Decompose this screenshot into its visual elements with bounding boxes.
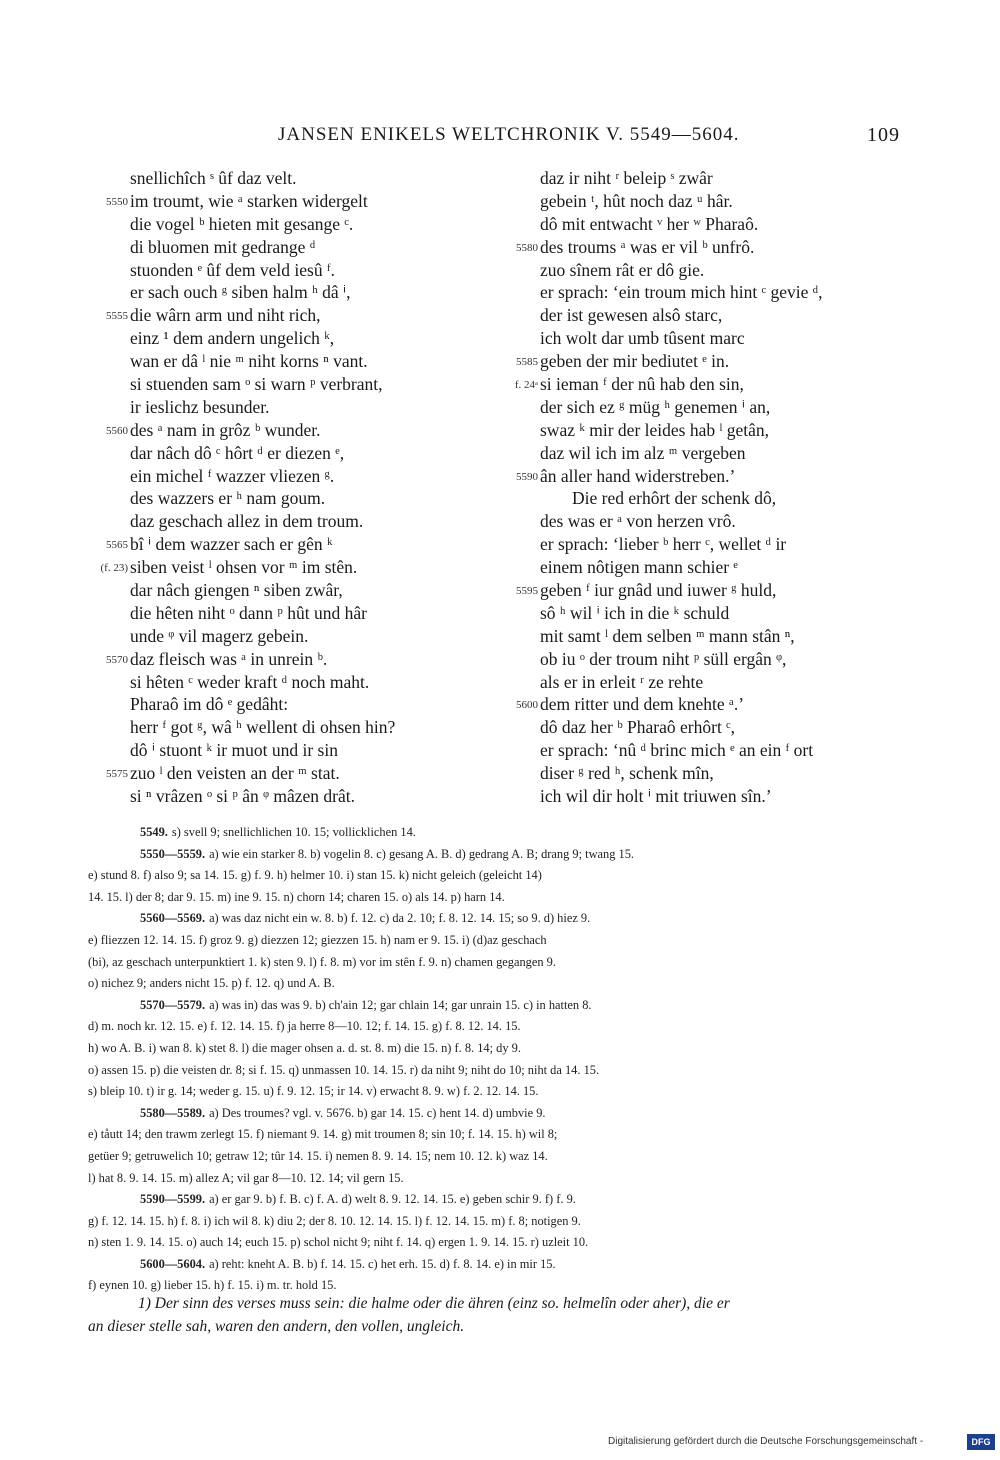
verse-number: 5585	[516, 356, 538, 369]
digitization-credit: Digitalisierung gefördert durch die Deutsche Forschungsgemeinschaft -	[608, 1436, 924, 1447]
apparatus-text: h) wo A. B. i) wan 8. k) stet 8. l) die mager ohsen a. d. st. 8. m) die 15. n) f. 8. 14; dy 9.	[88, 1040, 521, 1055]
verse-line	[500, 579, 940, 602]
verse-text: einem nôtigen mann schier ᵉ	[540, 557, 738, 578]
verse-line	[90, 304, 500, 327]
verse-text: des was er ᵃ von herzen vrô.	[540, 511, 736, 532]
apparatus-text: a) was in) das was 9. b) ch'ain 12; gar chlain 14; gar unrain 15. c) in hatten 8.	[209, 997, 592, 1012]
verse-number: f. 24ᵃ	[514, 379, 538, 392]
verse-column-right	[500, 167, 940, 808]
footnote	[88, 1292, 898, 1338]
verse-text: si stuenden sam ᵒ si warn ᵖ verbrant,	[130, 374, 383, 395]
apparatus-text: a) reht: kneht A. B. b) f. 14. 15. c) het erh. 15. d) f. 8. 14. e) in mir 15.	[209, 1256, 556, 1271]
verse-text: daz fleisch was ᵃ in unrein ᵇ.	[130, 648, 328, 669]
verse-number: 5600	[516, 699, 538, 712]
verse-text: die vogel ᵇ hieten mit gesange ᶜ.	[130, 213, 354, 234]
verse-text: ân aller hand widerstreben.’	[540, 465, 736, 486]
verse-text: diser ᵍ red ʰ, schenk mîn,	[540, 763, 714, 784]
apparatus-line	[88, 952, 898, 974]
apparatus-text: l) hat 8. 9. 14. 15. m) allez A; vil gar 8—10. 12. 14; vil gern 15.	[88, 1170, 404, 1185]
verse-text: herr ᶠ got ᵍ, wâ ʰ wellent di ohsen hin?	[130, 717, 396, 738]
verse-text: dô mit entwacht ᵛ her ʷ Pharaô.	[540, 213, 759, 234]
verse-line	[90, 465, 500, 488]
verse-line	[90, 281, 500, 304]
apparatus-line	[88, 887, 898, 909]
verse-text: daz ir niht ʳ beleip ˢ zwâr	[540, 168, 713, 188]
verse-line	[90, 739, 500, 762]
verse-line	[90, 259, 500, 282]
verse-line	[500, 350, 940, 373]
verse-text: dar nâch giengen ⁿ siben zwâr,	[130, 580, 343, 601]
apparatus-line	[88, 1168, 898, 1190]
verse-text: si ⁿ vrâzen ᵒ si ᵖ ân ᵠ mâzen drât.	[130, 786, 355, 807]
verse-text: des wazzers er ʰ nam goum.	[130, 488, 326, 509]
verse-text: siben veist ˡ ohsen vor ᵐ im stên.	[130, 557, 358, 578]
footnote-line: an dieser stelle sah, waren den andern, den vollen, ungleich.	[88, 1318, 465, 1335]
verse-text: zuo ˡ den veisten an der ᵐ stat.	[130, 763, 340, 784]
apparatus-text: f) eynen 10. g) lieber 15. h) f. 15. i) m. tr. hold 15.	[88, 1278, 337, 1293]
verse-line	[500, 304, 940, 327]
verse-text: Die red erhôrt der schenk dô,	[572, 488, 777, 509]
verse-text: unde ᵠ vil magerz gebein.	[130, 625, 309, 646]
verse-line	[500, 213, 940, 236]
verse-line	[90, 373, 500, 396]
verse-line	[500, 190, 940, 213]
verse-text: zuo sînem rât er dô gie.	[540, 259, 705, 280]
verse-line	[90, 602, 500, 625]
verse-number: 5570	[106, 653, 128, 666]
verse-line	[90, 556, 500, 579]
apparatus-verse-range: 5549.	[140, 825, 168, 839]
apparatus-text: s) bleip 10. t) ir g. 14; weder g. 15. u) f. 9. 12. 15; ir 14. v) erwacht 8. 9. w) f. 2. 12. 14. 15.	[88, 1084, 539, 1099]
apparatus-verse-range: 5550—5559.	[140, 846, 206, 861]
apparatus-text: a) Des troumes? vgl. v. 5676. b) gar 14. 15. c) hent 14. d) umbvie 9.	[209, 1105, 546, 1120]
verse-line	[500, 671, 940, 694]
verse-line	[500, 396, 940, 419]
apparatus-verse-range: 5570—5579.	[140, 997, 206, 1012]
verse-text: di bluomen mit gedrange ᵈ	[130, 236, 316, 257]
verse-number: 5555	[106, 310, 128, 323]
verse-text: si ieman ᶠ der nû hab den sin,	[540, 374, 744, 395]
apparatus-text: e) fliezzen 12. 14. 15. f) groz 9. g) diezzen 12; giezzen 15. h) nam er 9. 15. i) (d)az geschach	[88, 932, 547, 947]
apparatus-line	[88, 908, 898, 930]
verse-line	[500, 533, 940, 556]
apparatus-line	[88, 822, 898, 844]
apparatus-text: a) was daz nicht ein w. 8. b) f. 12. c) da 2. 10; f. 8. 12. 14. 15; so 9. d) hiez 9.	[209, 911, 591, 926]
apparatus-line	[88, 973, 898, 995]
verse-line	[500, 785, 940, 808]
verse-line	[500, 259, 940, 282]
verse-line	[500, 716, 940, 739]
apparatus-text: o) assen 15. p) die veisten dr. 8; si f. 15. q) unmassen 10. 14. 15. r) da niht 9; niht do 10; niht da 14. 15.	[88, 1062, 600, 1077]
verse-number: 5595	[516, 585, 538, 598]
verse-line	[500, 465, 940, 488]
verse-line	[90, 625, 500, 648]
apparatus-verse-range: 5580—5589.	[140, 1105, 206, 1120]
verse-line	[90, 716, 500, 739]
verse-line	[500, 419, 940, 442]
apparatus-line	[88, 865, 898, 887]
apparatus-text: d) m. noch kr. 12. 15. e) f. 12. 14. 15. f) ja herre 8—10. 12; f. 14. 15. g) f. 8. 12. 14. 15.	[88, 1019, 521, 1034]
verse-text: er sprach: ‘ein troum mich hint ᶜ gevie ᵈ,	[540, 282, 823, 303]
verse-text: daz wil ich im alz ᵐ vergeben	[540, 442, 746, 463]
verse-line	[90, 533, 500, 556]
verse-line	[500, 648, 940, 671]
apparatus-text: n) sten 1. 9. 14. 15. o) auch 14; euch 15. p) schol nicht 9; niht f. 14. q) ergen 1. 9. 14. 15. r) uzleit 10.	[88, 1235, 589, 1250]
verse-line	[500, 236, 940, 259]
apparatus-line	[88, 1146, 898, 1168]
apparatus-text: o) nichez 9; anders nicht 15. p) f. 12. q) und A. B.	[88, 976, 335, 991]
apparatus-verse-range: 5590—5599.	[140, 1192, 206, 1207]
verse-text: dem ritter und dem knehte ᵃ.’	[540, 694, 745, 715]
verse-text: snellichîch ˢ ûf daz velt.	[130, 168, 297, 188]
verse-text: sô ʰ wil ⁱ ich in die ᵏ schuld	[540, 602, 730, 623]
apparatus-line	[88, 1060, 898, 1082]
verse-text: Pharaô im dô ᵉ gedâht:	[130, 694, 289, 715]
verse-text: ein michel ᶠ wazzer vliezen ᵍ.	[130, 465, 335, 486]
verse-line	[500, 442, 940, 465]
verse-line	[500, 373, 940, 396]
apparatus-text: e) tåutt 14; den trawm zerlegt 15. f) niemant 9. 14. g) mit troumen 8; sin 10; f. 14. 15. h) wil 8;	[88, 1127, 558, 1142]
apparatus-line	[88, 1103, 898, 1125]
verse-line	[90, 327, 500, 350]
apparatus-line	[88, 1081, 898, 1103]
verse-line	[90, 213, 500, 236]
verse-line	[90, 442, 500, 465]
verse-text: ich wolt dar umb tûsent marc	[540, 328, 745, 349]
critical-apparatus	[88, 822, 898, 1297]
verse-number: (f. 23)	[100, 562, 128, 575]
verse-line	[90, 510, 500, 533]
verse-text: er sach ouch ᵍ siben halm ʰ dâ ⁱ,	[130, 282, 351, 303]
verse-line	[90, 167, 500, 190]
verse-line	[500, 327, 940, 350]
apparatus-text: a) wie ein starker 8. b) vogelin 8. c) gesang A. B. d) gedrang A. B; drang 9; twang 15.	[209, 846, 635, 861]
apparatus-verse-range: 5560—5569.	[140, 911, 206, 926]
verse-text: die hêten niht ᵒ dann ᵖ hût und hâr	[130, 602, 367, 623]
verse-text: im troumt, wie ᵃ starken widergelt	[130, 190, 368, 211]
apparatus-text: getüer 9; getruwelich 10; getraw 12; tûr 14. 15. i) nemen 8. 9. 14. 15; nem 10. 12. k) waz 14.	[88, 1148, 548, 1163]
apparatus-line	[88, 1124, 898, 1146]
apparatus-line	[88, 995, 898, 1017]
apparatus-line	[88, 1038, 898, 1060]
verse-line	[500, 487, 940, 510]
verse-line	[90, 671, 500, 694]
apparatus-text: (bi), az geschach unterpunktiert 1. k) sten 9. l) f. 8. m) vor im stên f. 9. n) chamen gegangen 9.	[88, 954, 556, 969]
verse-text: als er in erleit ʳ ze rehte	[540, 671, 704, 692]
verse-line	[90, 350, 500, 373]
verse-line	[90, 648, 500, 671]
verse-line	[500, 739, 940, 762]
verse-text: er sprach: ‘lieber ᵇ herr ᶜ, wellet ᵈ ir	[540, 534, 787, 555]
verse-text: ir ieslichz besunder.	[130, 396, 270, 417]
verse-line	[90, 419, 500, 442]
verse-line	[500, 602, 940, 625]
verse-line	[500, 281, 940, 304]
verse-text: wan er dâ ˡ nie ᵐ niht korns ⁿ vant.	[130, 351, 368, 372]
verse-line	[500, 556, 940, 579]
apparatus-verse-range: 5600—5604.	[140, 1256, 206, 1271]
verse-number: 5565	[106, 539, 128, 552]
verse-line	[90, 579, 500, 602]
apparatus-text: 14. 15. l) der 8; dar 9. 15. m) ine 9. 15. n) chorn 14; charen 15. o) als 14. p) harn 14.	[88, 889, 505, 904]
verse-text: geben der mir bediutet ᵉ in.	[540, 351, 730, 372]
verse-line	[500, 167, 940, 190]
running-title: JANSEN ENIKELS WELTCHRONIK V. 5549—5604.	[278, 124, 740, 145]
verse-text: dar nâch dô ᶜ hôrt ᵈ er diezen ᵉ,	[130, 442, 345, 463]
verse-number: 5560	[106, 424, 128, 437]
verse-line	[500, 625, 940, 648]
verse-text: der sich ez ᵍ müg ʰ genemen ⁱ an,	[540, 396, 771, 417]
verse-line	[90, 396, 500, 419]
apparatus-line	[88, 1189, 898, 1211]
verse-text: ob iu ᵒ der troum niht ᵖ süll ergân ᵠ,	[540, 648, 787, 669]
apparatus-text: s) svell 9; snellichlichen 10. 15; vollicklichen 14.	[171, 825, 416, 839]
apparatus-line	[88, 844, 898, 866]
apparatus-line	[88, 1254, 898, 1276]
page-number: 109	[867, 124, 900, 146]
verse-number: 5550	[106, 195, 128, 208]
verse-number: 5580	[516, 241, 538, 254]
apparatus-line	[88, 1232, 898, 1254]
apparatus-line	[88, 1211, 898, 1233]
verse-text: einz ¹ dem andern ungelich ᵏ,	[130, 328, 335, 349]
verse-text: er sprach: ‘nû ᵈ brinc mich ᵉ an ein ᶠ ort	[540, 740, 814, 761]
verse-text: mit samt ˡ dem selben ᵐ mann stân ⁿ,	[540, 625, 795, 646]
verse-line	[90, 785, 500, 808]
verse-text: bî ⁱ dem wazzer sach er gên ᵏ	[130, 534, 333, 555]
verse-text: geben ᶠ iur gnâd und iuwer ᵍ huld,	[540, 580, 777, 601]
verse-line	[90, 236, 500, 259]
verse-line	[90, 190, 500, 213]
apparatus-text: g) f. 12. 14. 15. h) f. 8. i) ich wil 8. k) diu 2; der 8. 10. 12. 14. 15. l) f. 12. 14. 15. m) f. 8; notigen 9.	[88, 1213, 581, 1228]
verse-text: daz geschach allez in dem troum.	[130, 511, 364, 532]
verse-number: 5575	[106, 768, 128, 781]
apparatus-line	[88, 1016, 898, 1038]
verse-number: 5590	[516, 470, 538, 483]
verse-text: si hêten ᶜ weder kraft ᵈ noch maht.	[130, 671, 370, 692]
verse-text: dô ⁱ stuont ᵏ ir muot und ir sin	[130, 740, 338, 761]
verse-line	[500, 510, 940, 533]
verse-text: der ist gewesen alsô starc,	[540, 305, 723, 326]
apparatus-line	[88, 930, 898, 952]
verse-line	[90, 762, 500, 785]
verse-line	[90, 487, 500, 510]
verse-text: gebein ᵗ, hût noch daz ᵘ hâr.	[540, 190, 733, 211]
verse-column-left	[90, 167, 500, 808]
verse-text: ich wil dir holt ⁱ mit triuwen sîn.’	[540, 786, 772, 807]
verse-line	[90, 693, 500, 716]
verse-text: swaz ᵏ mir der leides hab ˡ getân,	[540, 419, 770, 440]
verse-text: des troums ᵃ was er vil ᵇ unfrô.	[540, 236, 755, 257]
page-header	[120, 124, 900, 152]
verse-line	[500, 762, 940, 785]
apparatus-text: a) er gar 9. b) f. B. c) f. A. d) welt 8. 9. 12. 14. 15. e) geben schir 9. f) f. 9.	[209, 1192, 576, 1207]
verse-text: dô daz her ᵇ Pharaô erhôrt ᶜ,	[540, 717, 736, 738]
verse-line	[500, 693, 940, 716]
verse-text: die wârn arm und niht rich,	[130, 305, 321, 326]
verse-text: des ᵃ nam in grôz ᵇ wunder.	[130, 419, 321, 440]
dfg-logo: DFG	[967, 1434, 995, 1450]
footnote-line: 1) Der sinn des verses muss sein: die halme oder die ähren (einz so. helmelîn oder aher), die er	[138, 1295, 730, 1312]
apparatus-text: e) stund 8. f) also 9; sa 14. 15. g) f. 9. h) helmer 10. i) stan 15. k) nicht geleich (geleicht 14)	[88, 868, 542, 883]
verse-text: stuonden ᵉ ûf dem veld iesû ᶠ.	[130, 259, 335, 280]
